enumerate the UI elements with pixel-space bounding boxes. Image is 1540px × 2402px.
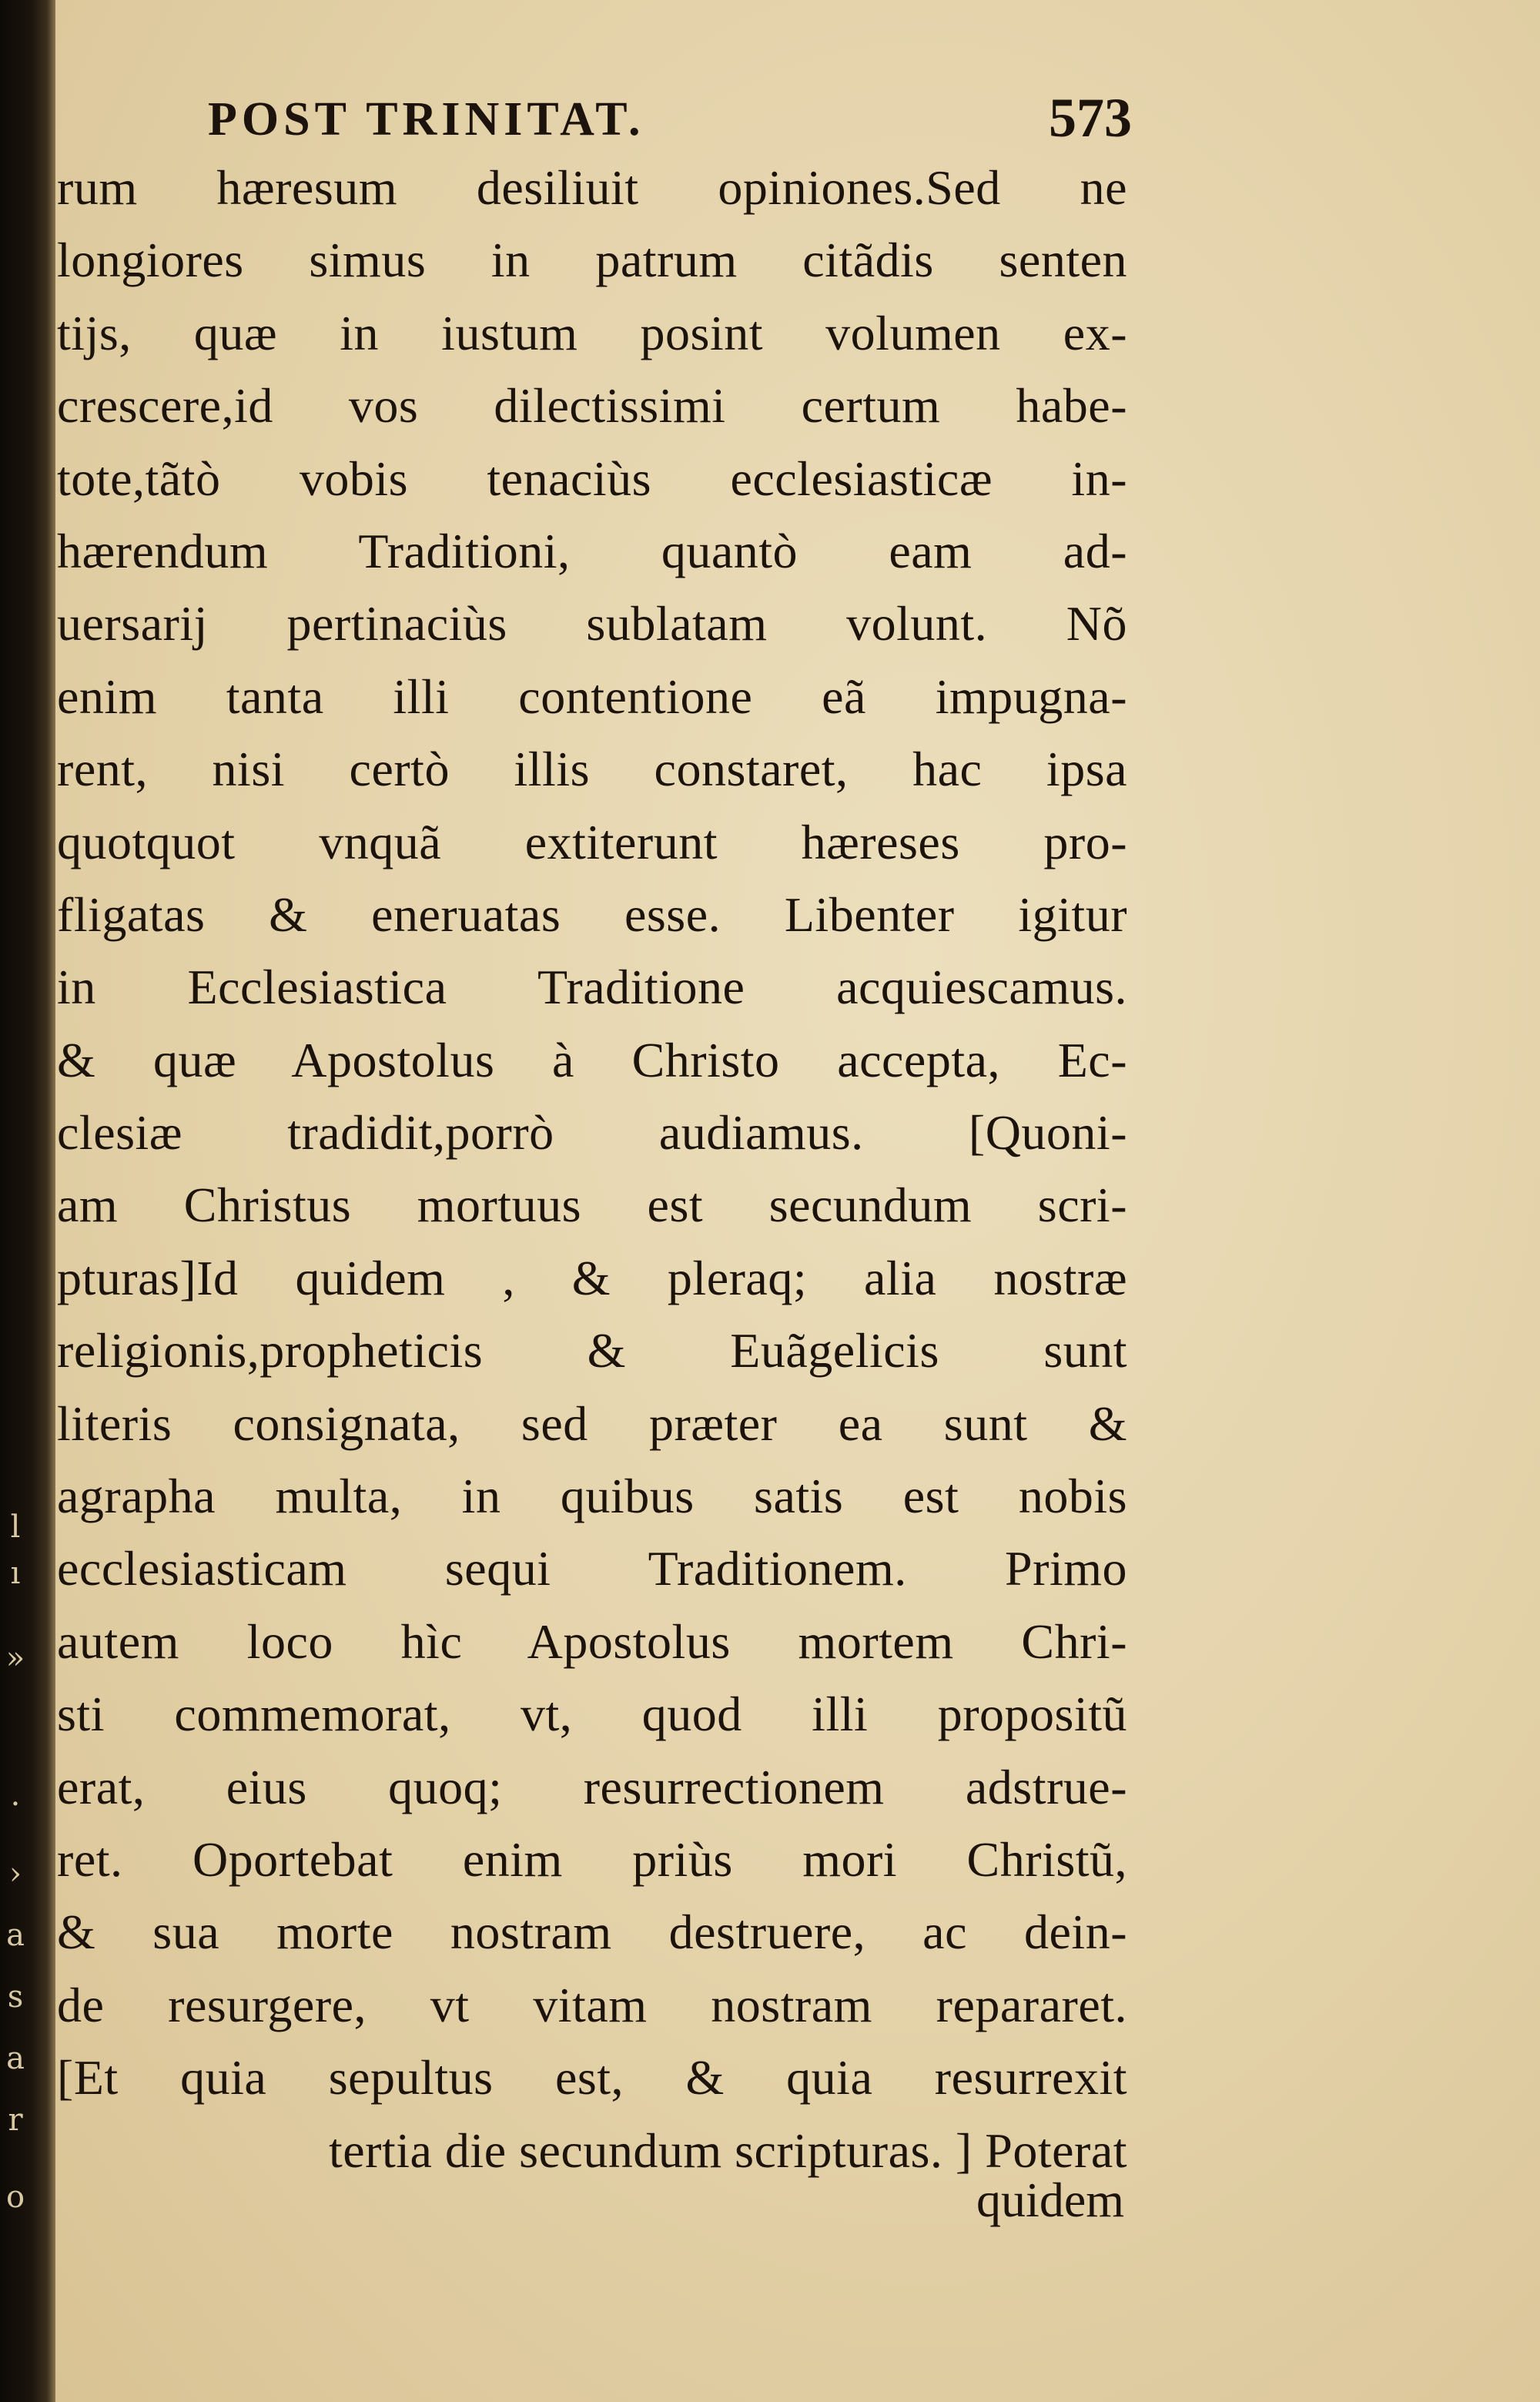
- facing-fragment: »: [5, 1640, 25, 1676]
- text-line: rum hæresum desiliuit opiniones.Sed ne: [57, 160, 1127, 215]
- text-line: literis consignata, sed præter ea sunt &: [57, 1395, 1127, 1451]
- text-line: fligatas & eneruatas esse. Libenter igitur: [57, 886, 1127, 942]
- text-line: hærendum Traditioni, quantò eam ad-: [57, 523, 1127, 578]
- text-line: crescere,id vos dilectissimi certum habe-: [57, 378, 1127, 434]
- catchword: quidem: [976, 2173, 1124, 2227]
- text-line: quotquot vnquã extiterunt hæreses pro-: [57, 814, 1127, 869]
- text-line: clesiæ tradidit,porrò audiamus. [Quoni-: [57, 1105, 1127, 1161]
- text-line: enim tanta illi contentione eã impugna-: [57, 668, 1127, 724]
- facing-fragment: ·: [10, 1787, 21, 1822]
- text-line: rent, nisi certò illis constaret, hac ipsa: [57, 742, 1127, 797]
- text-line: tijs, quæ in iustum posint volumen ex-: [57, 305, 1127, 360]
- running-head: [69, 77, 1132, 150]
- text-line: tote,tãtò vobis tenaciùs ecclesiasticæ in-: [57, 451, 1127, 506]
- running-head-title: POST TRINITAT.: [208, 93, 645, 146]
- facing-fragment: o: [5, 2179, 25, 2215]
- text-line: longiores simus in patrum citãdis senten: [57, 233, 1127, 288]
- text-line: de resurgere, vt vitam nostram repararet.: [57, 1977, 1127, 2032]
- facing-fragment: l: [10, 1509, 21, 1545]
- text-line: erat, eius quoq; resurrectionem adstrue-: [57, 1759, 1127, 1814]
- text-line: tertia die secundum scripturas. ] Poterat: [328, 2122, 1127, 2178]
- facing-fragment: r: [8, 2102, 23, 2138]
- facing-fragment: s: [7, 1979, 24, 2015]
- text-line: pturas]Id quidem , & pleraq; alia nostræ: [57, 1250, 1127, 1305]
- text-line: [Et quia sepultus est, & quia resurrexit: [57, 2050, 1127, 2106]
- text-line: agrapha multa, in quibus satis est nobis: [57, 1469, 1127, 1524]
- text-line: & quæ Apostolus à Christo accepta, Ec-: [57, 1032, 1127, 1087]
- text-line: religionis,propheticis & Euãgelicis sunt: [57, 1323, 1127, 1379]
- facing-fragment: a: [6, 2041, 25, 2076]
- facing-fragment: ı: [10, 1556, 21, 1591]
- text-line: ecclesiasticam sequi Traditionem. Primo: [57, 1541, 1127, 1596]
- facing-fragment: ›: [9, 1856, 22, 1891]
- text-line: am Christus mortuus est secundum scri-: [57, 1178, 1127, 1233]
- text-line: ret. Oportebat enim priùs mori Christũ,: [57, 1831, 1127, 1887]
- text-line: & sua morte nostram destruere, ac dein-: [57, 1905, 1127, 1960]
- page-number: 573: [1049, 87, 1132, 149]
- facing-fragment: a: [6, 1918, 25, 1953]
- text-line: autem loco hìc Apostolus mortem Chri-: [57, 1613, 1127, 1669]
- text-line: uersarij pertinaciùs sublatam volunt. Nõ: [57, 596, 1127, 652]
- body-text: [57, 152, 1127, 2187]
- text-line: in Ecclesiastica Traditione acquiescamus.: [57, 960, 1127, 1015]
- text-line: sti commemorat, vt, quod illi propositũ: [57, 1687, 1127, 1742]
